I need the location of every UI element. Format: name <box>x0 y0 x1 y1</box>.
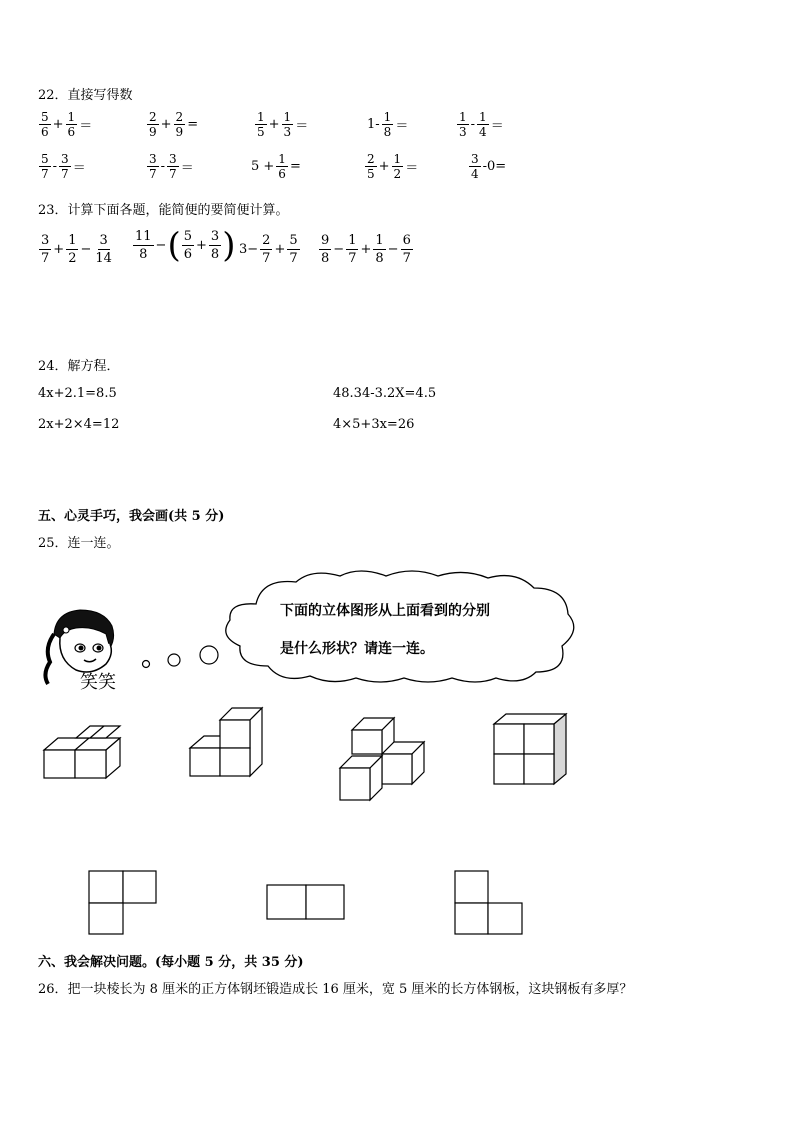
q25-title: 25．连一连。 <box>38 536 120 551</box>
q24-equation-2: 48.34-3.2X=4.5 <box>333 386 437 401</box>
top-view-shape-2 <box>264 882 348 922</box>
q24-equation-1: 4x+2.1=8.5 <box>38 386 117 401</box>
q24-title: 24．解方程． <box>38 359 120 374</box>
q22-item-1-1: $\frac{5}{6}$ + $\frac{1}{6}$ ＝ <box>41 110 93 139</box>
solid-figure-3 <box>336 716 428 804</box>
q24-equation-3: 2x+2×4=12 <box>38 417 120 432</box>
solid-figure-2 <box>186 704 266 780</box>
q22-item-2-3: 5 + $\frac{1}{6}$ = <box>251 152 301 181</box>
solid-figure-4 <box>490 712 570 788</box>
q26-text: 26．把一块棱长为 8 厘米的正方体钢坯锻造成长 16 厘米，宽 5 厘米的长方体钢板，这块钢板有多厚？ <box>38 982 633 997</box>
cloud-text-line-2: 是什么形状？请连一连。 <box>280 641 434 657</box>
q22-item-2-1: $\frac{5}{7}$ - $\frac{3}{7}$ ＝ <box>41 152 86 181</box>
q23-expr-3: 3− $\frac{2}{7}$ + $\frac{5}{7}$ <box>239 233 298 266</box>
section-5-heading: 五、心灵手巧，我会画(共 5 分) <box>38 509 225 524</box>
cloud-text-line-1: 下面的立体图形从上面看到的分别 <box>280 603 490 619</box>
q22-item-2-5: $\frac{3}{4}$ -0= <box>471 152 507 181</box>
top-view-shape-3 <box>452 868 526 936</box>
q22-item-2-4: $\frac{2}{5}$ + $\frac{1}{2}$ ＝ <box>367 152 419 181</box>
top-view-shape-1 <box>86 868 160 936</box>
girl-label: 笑笑 <box>80 672 116 693</box>
q22-item-1-3: $\frac{1}{5}$ + $\frac{1}{3}$ ＝ <box>257 110 309 139</box>
q22-item-1-5: $\frac{1}{3}$ - $\frac{1}{4}$ ＝ <box>459 110 504 139</box>
solid-figure-1 <box>40 722 124 780</box>
q22-item-2-2: $\frac{3}{7}$ - $\frac{3}{7}$ ＝ <box>149 152 194 181</box>
q23-title: 23．计算下面各题，能简便的要简便计算。 <box>38 203 289 218</box>
q23-expr-2: $\frac{11}{8}$ −( $\frac{5}{6}$ + $\frac{3}{8}$ ) <box>135 225 236 266</box>
thought-bubbles <box>138 640 222 672</box>
q22-item-1-4: 1- $\frac{1}{8}$ ＝ <box>367 110 409 139</box>
section-6-heading: 六、我会解决问题。(每小题 5 分，共 35 分) <box>38 955 304 970</box>
thought-cloud <box>216 568 582 686</box>
q24-equation-4: 4×5+3x=26 <box>333 417 415 432</box>
q23-expr-4: $\frac{9}{8}$ − $\frac{1}{7}$ + $\frac{1}{8}$ − $\frac{6}{7}$ <box>321 233 411 266</box>
q23-expr-1: $\frac{3}{7}$ + $\frac{1}{2}$ − $\frac{3}{14}$ <box>41 233 112 266</box>
q22-title: 22．直接写得数 <box>38 88 133 103</box>
q22-item-1-2: $\frac{2}{9}$ + $\frac{2}{9}$ = <box>149 110 199 139</box>
